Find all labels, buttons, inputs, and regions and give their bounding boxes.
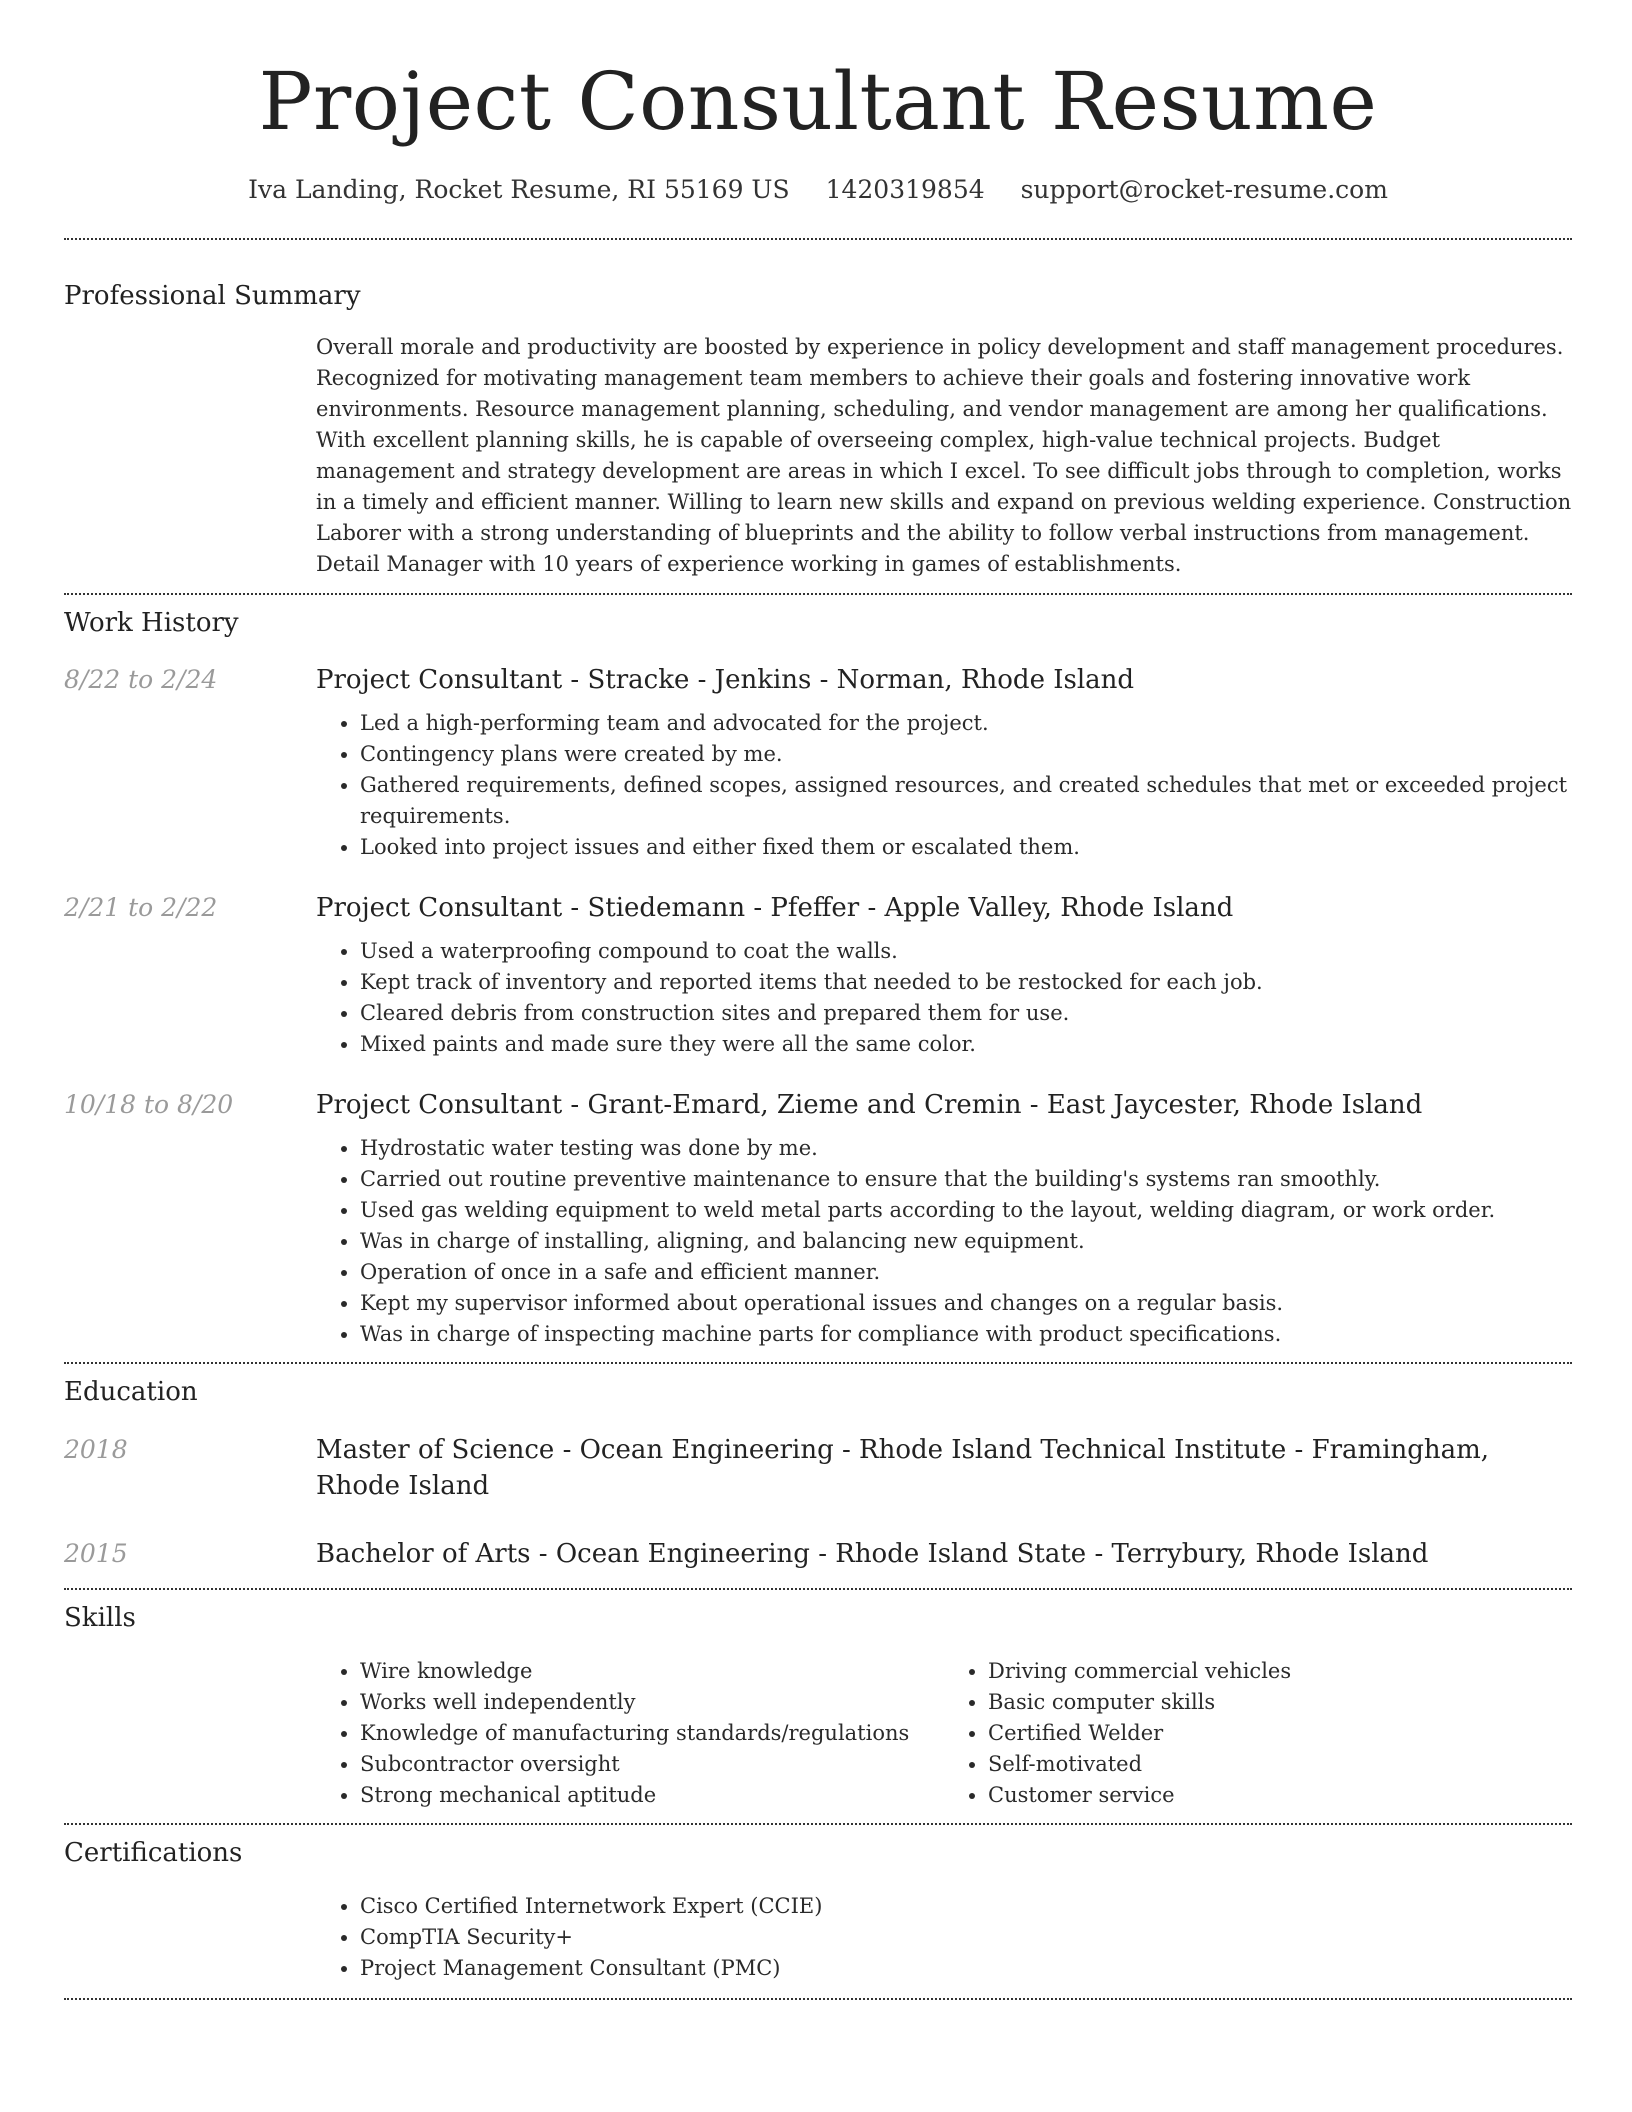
summary-section [64,278,1572,580]
education-entry [64,1536,1572,1572]
contact-phone: 1420319854 [825,175,985,204]
contact-email: support@rocket-resume.com [1020,175,1388,204]
job-bullet: • Kept my supervisor informed about operational issues and changes on a regular basis. [360,1288,1572,1319]
job-bullet: • Carried out routine preventive maintenance to ensure that the building's systems ran smoothly. [360,1164,1572,1195]
job-dates: 2/21 to 2/22 [64,893,218,922]
job-bullets [316,708,1572,863]
job-bullet: • Cleared debris from construction sites and prepared them for use. [360,998,1572,1029]
skill-item: • Knowledge of manufacturing standards/regulations [360,1718,944,1749]
divider [64,1998,1572,2000]
job-bullet: • Used gas welding equipment to weld metal parts according to the layout, welding diagram, or work order. [360,1195,1572,1226]
certification-item: • CompTIA Security+ [360,1922,1572,1953]
divider [64,1588,1572,1590]
skill-item: • Subcontractor oversight [360,1749,944,1780]
resume-page [64,0,1572,2000]
certification-item: • Cisco Certified Internetwork Expert (CCIE) [360,1891,1572,1922]
job-title: Project Consultant - Stiedemann - Pfeffer - Apple Valley, Rhode Island [316,893,1234,923]
skill-item: • Wire knowledge [360,1656,944,1687]
work-history-section [64,605,1572,1350]
divider [64,238,1572,240]
certifications-list [316,1891,1572,1984]
section-title-certifications: Certifications [64,1838,243,1868]
job-bullets [316,1133,1572,1350]
job-bullet: • Used a waterproofing compound to coat the walls. [360,936,1572,967]
contact-line [64,172,1572,208]
job-bullet: • Was in charge of installing, aligning, and balancing new equipment. [360,1226,1572,1257]
divider [64,1823,1572,1825]
job-title: Project Consultant - Grant-Emard, Zieme and Cremin - East Jaycester, Rhode Island [316,1090,1423,1120]
education-degree: Bachelor of Arts - Ocean Engineering - Rhode Island State - Terrybury, Rhode Island [316,1539,1429,1569]
skill-item: • Basic computer skills [988,1687,1572,1718]
skills-section [64,1600,1572,1811]
certifications-section [64,1835,1572,1984]
skills-list-left [316,1656,944,1811]
resume-title: Project Consultant Resume [258,55,1378,148]
job-bullets [316,936,1572,1060]
job-bullet: • Looked into project issues and either fixed them or escalated them. [360,832,1572,863]
summary-text: Overall morale and productivity are boosted by experience in policy development and staff management procedures. Recognized for motivating management team members to achieve their goals and fostering innovative work environments. Resource management planning, scheduling, and vendor management are among her qualifications. With excellent planning skills, he is capable of overseeing complex, high-value technical projects. Budget management and strategy development are areas in which I excel. To see difficult jobs through to completion, works in a timely and efficient manner. Willing to learn new skills and expand on previous welding experience. Construction Laborer with a strong understanding of blueprints and the ability to follow verbal instructions from management. Detail Manager with 10 years of experience working in games of establishments. [316,335,1572,576]
certification-item: • Project Management Consultant (PMC) [360,1953,1572,1984]
skill-item: • Self-motivated [988,1749,1572,1780]
education-entry [64,1432,1572,1504]
skills-list-right [944,1656,1572,1811]
job-bullet: • Operation of once in a safe and efficient manner. [360,1257,1572,1288]
skill-item: • Customer service [988,1780,1572,1811]
job-bullet: • Mixed paints and made sure they were all the same color. [360,1029,1572,1060]
job-entry [64,662,1572,863]
section-title-work-history: Work History [64,608,239,638]
job-title: Project Consultant - Stracke - Jenkins - Norman, Rhode Island [316,665,1135,695]
section-title-education: Education [64,1377,198,1407]
education-year: 2015 [64,1539,128,1568]
skill-item: • Works well independently [360,1687,944,1718]
job-bullet: • Hydrostatic water testing was done by me. [360,1133,1572,1164]
job-entry [64,1087,1572,1350]
divider [64,593,1572,595]
section-title-skills: Skills [64,1603,136,1633]
job-entry [64,890,1572,1060]
job-bullet: • Kept track of inventory and reported items that needed to be restocked for each job. [360,967,1572,998]
education-year: 2018 [64,1435,128,1464]
job-dates: 8/22 to 2/24 [64,665,218,694]
job-bullet: • Was in charge of inspecting machine parts for compliance with product specifications. [360,1319,1572,1350]
job-bullet: • Gathered requirements, defined scopes, assigned resources, and created schedules that met or exceeded project requirements. [360,770,1572,832]
job-bullet: • Led a high-performing team and advocated for the project. [360,708,1572,739]
education-degree: Master of Science - Ocean Engineering - Rhode Island Technical Institute - Framingham, Rhode Island [316,1435,1490,1501]
education-section [64,1374,1572,1572]
skill-item: • Strong mechanical aptitude [360,1780,944,1811]
skill-item: • Driving commercial vehicles [988,1656,1572,1687]
divider [64,1362,1572,1364]
skill-item: • Certified Welder [988,1718,1572,1749]
job-dates: 10/18 to 8/20 [64,1090,234,1119]
contact-address: Iva Landing, Rocket Resume, RI 55169 US [248,175,790,204]
job-bullet: • Contingency plans were created by me. [360,739,1572,770]
section-title-summary: Professional Summary [64,281,361,311]
